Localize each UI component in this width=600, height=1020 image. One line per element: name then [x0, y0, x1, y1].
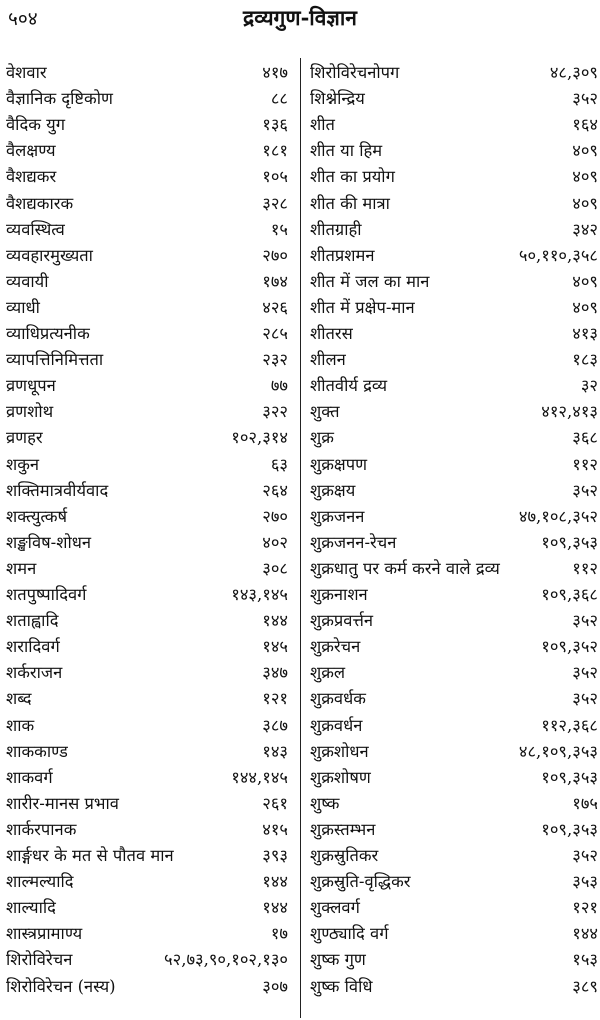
index-term: शुक्रस्रुतिकर — [310, 846, 379, 865]
index-column-left — [0, 60, 292, 1020]
index-page-numbers: २८५ — [262, 324, 288, 343]
index-term: शीत में प्रक्षेप-मान — [310, 297, 415, 317]
index-entry — [310, 243, 598, 269]
index-page-numbers: २७० — [262, 506, 288, 526]
index-term: शुक्रस्रुति-वृद्धिकर — [310, 872, 411, 892]
index-page-numbers: ३५२ — [572, 611, 598, 631]
index-term: शुक्लवर्ग — [310, 898, 360, 918]
index-term: शुष्क गुण — [310, 950, 366, 970]
index-page-numbers: ४१७ — [262, 63, 288, 82]
index-term: शुक्रनाशन — [310, 585, 368, 604]
index-entry — [6, 686, 288, 712]
index-page-numbers: १७४ — [262, 271, 288, 291]
index-page-numbers: २७० — [262, 245, 288, 265]
index-page-numbers: १७ — [270, 924, 288, 944]
index-page-numbers: ३६८ — [572, 428, 598, 448]
index-term: शुक्रक्षय — [310, 480, 356, 500]
index-term: शुष्क विधि — [310, 976, 373, 996]
index-entry — [6, 373, 288, 399]
index-page-numbers: १४५ — [262, 637, 288, 657]
index-entry — [6, 191, 288, 217]
index-entry — [310, 321, 598, 347]
index-page-numbers: २६१ — [262, 793, 288, 813]
index-entry — [310, 974, 598, 1000]
index-page-numbers: ५२,७३,९०,१०२,१३० — [164, 950, 288, 970]
index-page-numbers: ३०७ — [262, 976, 288, 996]
index-term: व्यवायी — [6, 271, 49, 291]
index-page-numbers: १०९,३५३ — [541, 819, 598, 839]
index-term: शीत या हिम — [310, 141, 383, 161]
index-term: शार्ङ्गधर के मत से पौतव मान — [6, 846, 174, 865]
index-page-numbers: ७७ — [270, 376, 288, 396]
index-entry — [6, 817, 288, 843]
index-page-numbers: ४०९ — [572, 167, 598, 187]
index-term: शुक्रस्तम्भन — [310, 819, 376, 839]
index-page-numbers: ३५२ — [572, 480, 598, 500]
index-term: शीत का प्रयोग — [310, 167, 395, 187]
index-term: शीतग्राही — [310, 219, 362, 239]
index-entry — [6, 478, 288, 504]
index-term: शर्कराजन — [6, 663, 63, 683]
index-entry — [310, 895, 598, 921]
index-entry — [310, 739, 598, 765]
index-entry — [310, 556, 598, 582]
index-term: शुक्रवर्धन — [310, 715, 363, 735]
index-entry — [310, 347, 598, 373]
index-term: शाककाण्ड — [6, 741, 68, 761]
index-term: व्यवहारमुख्यता — [6, 245, 93, 265]
index-page-numbers: १०२,३१४ — [231, 428, 288, 448]
index-page-numbers: १७५ — [572, 793, 598, 813]
index-term: व्याधी — [6, 297, 40, 317]
index-page-numbers: ४१२,४१३ — [541, 402, 598, 422]
index-entry — [310, 373, 598, 399]
index-term: शक्त्युत्कर्ष — [6, 506, 68, 526]
index-page-numbers: ४०९ — [572, 271, 598, 291]
index-column-right — [306, 60, 598, 1020]
index-term: शुक्रप्रवर्त्तन — [310, 611, 374, 631]
index-term: शुक्रधातु पर कर्म करने वाले द्रव्य — [310, 558, 500, 578]
index-entry — [6, 452, 288, 478]
index-entry — [6, 399, 288, 425]
index-entry — [6, 347, 288, 373]
index-entry — [6, 739, 288, 765]
index-term: वैज्ञानिक दृष्टिकोण — [6, 89, 113, 109]
index-term: शुक्रक्षपण — [310, 454, 368, 474]
index-term: शरादिवर्ग — [6, 637, 60, 657]
index-page-numbers: ४२६ — [262, 297, 288, 317]
index-page-numbers: ४०९ — [572, 297, 598, 317]
index-page-numbers: २६४ — [262, 480, 288, 500]
index-page-numbers: ६३ — [270, 454, 288, 474]
index-term: शाकवर्ग — [6, 767, 53, 787]
index-page-numbers: ३५२ — [572, 689, 598, 709]
index-entry — [6, 895, 288, 921]
index-term: शारीर-मानस प्रभाव — [6, 793, 119, 813]
index-page-numbers: १०९,३५३ — [541, 532, 598, 552]
index-page-numbers: ३८७ — [262, 715, 288, 735]
index-term: शाक — [6, 715, 35, 735]
index-entry — [310, 921, 598, 947]
index-entry — [310, 191, 598, 217]
page-number: ५०४ — [8, 8, 38, 30]
index-term: शक्तिमात्रवीर्यवाद — [6, 480, 109, 500]
index-page-numbers: ३२८ — [262, 193, 288, 213]
index-entry — [6, 556, 288, 582]
index-page-numbers: ५०,११०,३५८ — [518, 245, 598, 265]
index-entry — [6, 921, 288, 947]
index-page-numbers: १४४ — [262, 872, 288, 892]
index-entry — [310, 686, 598, 712]
index-entry — [6, 791, 288, 817]
index-term: शुक्रशोधन — [310, 741, 369, 761]
column-divider — [300, 58, 301, 1018]
index-entry — [310, 399, 598, 425]
index-page-numbers: १०९,३५२ — [541, 637, 598, 657]
index-entry — [310, 217, 598, 243]
index-entry — [6, 217, 288, 243]
index-entry — [310, 164, 598, 190]
index-term: शुक्रशोषण — [310, 767, 371, 787]
index-entry — [6, 321, 288, 347]
index-entry — [310, 817, 598, 843]
index-page-numbers: १८३ — [572, 350, 598, 370]
index-entry — [6, 582, 288, 608]
index-entry — [310, 634, 598, 660]
index-term: शीलन — [310, 350, 346, 370]
index-term: शाल्मल्यादि — [6, 872, 74, 892]
index-page-numbers: १४३ — [262, 741, 288, 761]
index-term: शुक्रल — [310, 663, 346, 683]
index-page-numbers: ४७,१०८,३५२ — [518, 506, 598, 526]
index-term: शीतवीर्य द्रव्य — [310, 376, 388, 396]
index-entry — [310, 843, 598, 869]
index-term: शुक्त — [310, 402, 340, 422]
index-entry — [6, 765, 288, 791]
index-entry — [310, 660, 598, 686]
index-page-numbers: ३५२ — [572, 846, 598, 865]
index-entry — [6, 295, 288, 321]
index-page-numbers: ३४७ — [262, 663, 288, 683]
index-term: व्यवस्थित्व — [6, 219, 65, 239]
index-page-numbers: ३२ — [580, 376, 598, 396]
index-entry — [6, 243, 288, 269]
index-page-numbers: ११२,३६८ — [541, 715, 598, 735]
index-entry — [310, 269, 598, 295]
index-page-numbers: ३५२ — [572, 89, 598, 109]
index-term: व्रणधूपन — [6, 376, 56, 396]
index-entry — [6, 112, 288, 138]
index-entry — [6, 86, 288, 112]
index-entry — [6, 974, 288, 1000]
index-entry — [310, 504, 598, 530]
index-page-numbers: ४०२ — [262, 532, 288, 552]
index-entry — [6, 138, 288, 164]
index-term: शिश्नेन्द्रिय — [310, 89, 365, 109]
index-entry — [6, 425, 288, 451]
index-entry — [310, 947, 598, 973]
index-page-numbers: १४३,१४५ — [231, 585, 288, 604]
index-term: शताह्वादि — [6, 611, 59, 631]
index-entry — [310, 608, 598, 634]
index-entry — [6, 869, 288, 895]
index-term: शिरोविरेचन (नस्य) — [6, 976, 116, 996]
index-entry — [310, 112, 598, 138]
index-term: वैशद्यकर — [6, 167, 57, 187]
index-term: शमन — [6, 558, 37, 578]
index-page-numbers: १५ — [270, 219, 288, 239]
index-entry — [6, 634, 288, 660]
index-entry — [310, 452, 598, 478]
index-page-numbers: ४८,३०९ — [549, 63, 598, 82]
index-term: व्याधिप्रत्यनीक — [6, 324, 90, 343]
index-term: वेशवार — [6, 63, 47, 82]
index-term: शीतप्रशमन — [310, 245, 375, 265]
index-term: शङ्खविष-शोधन — [6, 532, 92, 552]
index-term: शिरोविरेचनोपग — [310, 63, 400, 82]
running-title: द्रव्यगुण-विज्ञान — [243, 5, 357, 30]
index-page-numbers: १८१ — [262, 141, 288, 161]
index-page-numbers: १०५ — [262, 167, 288, 187]
index-term: शार्करपानक — [6, 819, 77, 839]
index-term: शाल्यादि — [6, 898, 56, 918]
index-term: शिरोविरेचन — [6, 950, 73, 970]
index-term: शुक्ररेचन — [310, 637, 361, 657]
index-entry — [310, 86, 598, 112]
index-entry — [6, 60, 288, 86]
index-page-numbers: १४४ — [262, 898, 288, 918]
index-entry — [6, 269, 288, 295]
index-term: वैलक्षण्य — [6, 141, 56, 161]
index-page-numbers: १२१ — [572, 898, 598, 918]
index-entry — [6, 504, 288, 530]
index-term: शीत में जल का मान — [310, 271, 430, 291]
index-entry — [6, 164, 288, 190]
index-page-numbers: १४४,१४५ — [231, 767, 288, 787]
index-entry — [6, 713, 288, 739]
index-entry — [310, 869, 598, 895]
index-entry — [310, 425, 598, 451]
index-entry — [6, 947, 288, 973]
index-term: शुण्ठ्यादि वर्ग — [310, 924, 389, 944]
index-entry — [310, 295, 598, 321]
page-header — [0, 0, 600, 40]
index-page-numbers: १२१ — [262, 689, 288, 709]
index-page-numbers: ३०८ — [262, 558, 288, 578]
index-page-numbers: ११२ — [572, 558, 598, 578]
index-entry — [6, 530, 288, 556]
index-page-numbers: ३९३ — [262, 846, 288, 865]
index-page-numbers: ४०९ — [572, 141, 598, 161]
index-term: शुक्रजनन — [310, 506, 365, 526]
index-page-numbers: १६४ — [572, 115, 598, 135]
index-page-numbers: ११२ — [572, 454, 598, 474]
index-term: व्यापत्तिनिमित्तता — [6, 350, 104, 370]
index-term: वैशद्यकारक — [6, 193, 74, 213]
index-entry — [310, 478, 598, 504]
index-entry — [6, 608, 288, 634]
index-page-numbers: ३२२ — [262, 402, 288, 422]
index-page-numbers: ८८ — [270, 89, 288, 109]
index-page-numbers: १०९,३६८ — [541, 585, 598, 604]
index-page-numbers: १०९,३५३ — [541, 767, 598, 787]
index-term: शीत — [310, 115, 335, 135]
index-page-numbers: ३५२ — [572, 663, 598, 683]
index-page-numbers: ३५३ — [572, 872, 598, 892]
index-term: शुक्र — [310, 428, 334, 448]
index-page-numbers: ३४२ — [572, 219, 598, 239]
index-page-numbers: ४१५ — [262, 819, 288, 839]
index-term: शकुन — [6, 454, 40, 474]
index-term: शीतरस — [310, 324, 353, 343]
index-page-numbers: १४४ — [262, 611, 288, 631]
index-page-numbers: १३६ — [262, 115, 288, 135]
index-entry — [6, 843, 288, 869]
index-page-numbers: १५३ — [572, 950, 598, 970]
index-term: शुष्क — [310, 793, 340, 813]
index-entry — [310, 765, 598, 791]
index-term: वैदिक युग — [6, 115, 65, 135]
index-page-numbers: ४८,१०९,३५३ — [518, 741, 598, 761]
index-entry — [310, 713, 598, 739]
index-entry — [310, 582, 598, 608]
index-term: शब्द — [6, 689, 32, 709]
index-page-numbers: १४४ — [572, 924, 598, 944]
index-term: शास्त्रप्रामाण्य — [6, 924, 83, 944]
index-term: व्रणहर — [6, 428, 43, 448]
index-term: शतपुष्पादिवर्ग — [6, 585, 87, 604]
index-entry — [310, 60, 598, 86]
index-term: शुक्रजनन-रेचन — [310, 532, 397, 552]
index-term: शुक्रवर्धक — [310, 689, 366, 709]
index-page-numbers: २३२ — [262, 350, 288, 370]
index-page-numbers: ४०९ — [572, 193, 598, 213]
index-entry — [6, 660, 288, 686]
index-entry — [310, 530, 598, 556]
index-term: व्रणशोथ — [6, 402, 54, 422]
index-page-numbers: ४१३ — [572, 324, 598, 343]
index-entry — [310, 138, 598, 164]
index-entry — [310, 791, 598, 817]
index-page-numbers: ३८९ — [572, 976, 598, 996]
index-term: शीत की मात्रा — [310, 193, 390, 213]
